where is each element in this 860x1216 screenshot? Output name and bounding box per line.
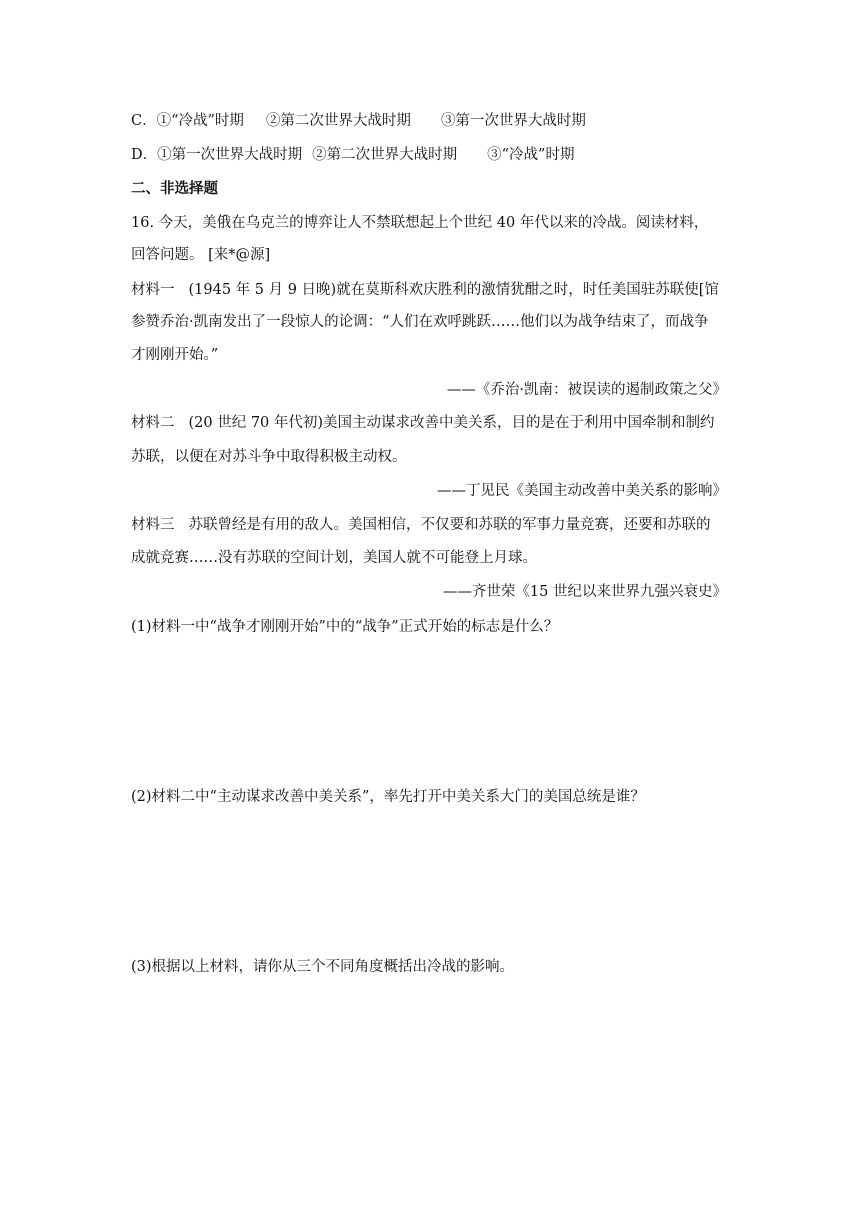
option-c-item-3: ③第一次世界大战时期 [440, 113, 586, 129]
option-d-item-1: ①第一次世界大战时期 [157, 147, 303, 163]
option-c [131, 111, 586, 131]
option-d-letter: D． [131, 147, 158, 163]
material-2-source: ——丁见民《美国主动改善中美关系的影响》 [437, 483, 727, 499]
question-number: 16. [131, 215, 155, 231]
material-3-line-1 [131, 515, 711, 535]
option-c-item-1: ①“冷战”时期 [156, 113, 244, 129]
material-1-line-2: 参赞乔治·凯南发出了一段惊人的论调：“人们在欢呼跳跃……他们以为战争结束了，而战争 [131, 314, 709, 330]
material-3-label: 材料三 [131, 517, 175, 533]
material-2-label: 材料二 [131, 415, 175, 431]
question-stem-text-1: 今天，美俄在乌克兰的博弈让人不禁联想起上个世纪 40 年代以来的冷战。阅读材料， [158, 215, 709, 231]
subquestion-3: (3)根据以上材料，请你从三个不同角度概括出冷战的影响。 [131, 959, 515, 975]
question-stem-line-2: 回答问题。 [来*@源] [131, 247, 271, 263]
material-1-source: ——《乔治·凯南：被误读的遏制政策之父》 [446, 382, 727, 398]
material-3-source: ——齐世荣《15 世纪以来世界九强兴衰史》 [442, 584, 727, 600]
material-2-line-1 [131, 413, 715, 433]
material-2-text-1: (20 世纪 70 年代初)美国主动谋求改善中美关系，目的是在于利用中国牵制和制约 [188, 415, 715, 431]
material-1-line-3: 才刚刚开始。” [131, 347, 219, 363]
material-2-line-2: 苏联，以便在对苏斗争中取得积极主动权。 [131, 449, 407, 465]
material-3-line-2: 成就竞赛……没有苏联的空间计划，美国人就不可能登上月球。 [131, 550, 537, 566]
material-3-text-1: 苏联曾经是有用的敌人。美国相信，不仅要和苏联的军事力量竞赛，还要和苏联的 [188, 517, 711, 533]
option-d [131, 145, 574, 165]
material-1-text-1: (1945 年 5 月 9 日晚)就在莫斯科欢庆胜利的激情犹酣之时，时任美国驻苏联使[馆 [188, 282, 719, 298]
section-heading: 二、非选择题 [131, 180, 218, 197]
material-1-line-1 [131, 280, 719, 300]
option-c-letter: C． [131, 113, 157, 129]
option-d-item-2: ②第二次世界大战时期 [312, 147, 458, 163]
subquestion-1: (1)材料一中“战争才刚刚开始”中的“战争”正式开始的标志是什么？ [131, 619, 559, 635]
material-1-label: 材料一 [131, 282, 175, 298]
option-d-item-3: ③“冷战”时期 [487, 147, 575, 163]
subquestion-2: (2)材料二中“主动谋求改善中美关系”，率先打开中美关系大门的美国总统是谁？ [131, 789, 645, 805]
option-c-item-2: ②第二次世界大战时期 [265, 113, 411, 129]
question-stem-line-1 [131, 213, 708, 233]
